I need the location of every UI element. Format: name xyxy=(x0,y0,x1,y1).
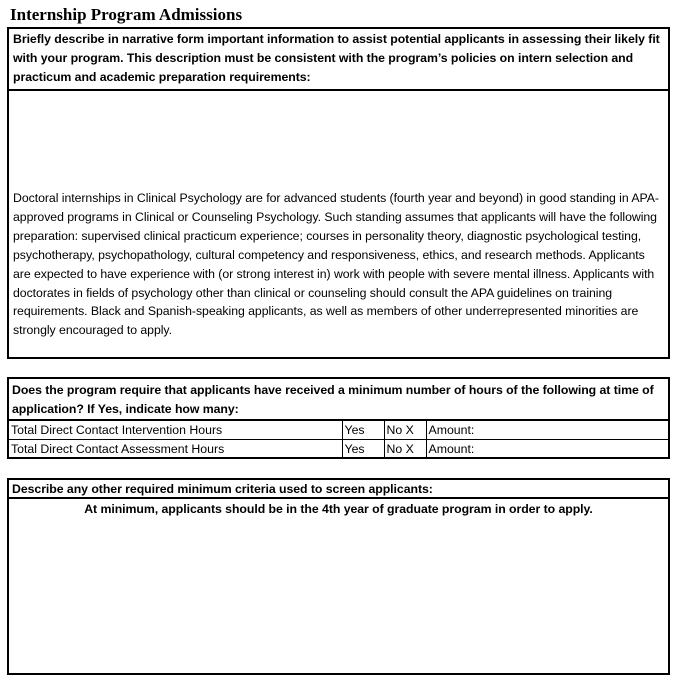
minimum-hours-question: Does the program require that applicants have received a minimum number of hours of the following at time of application? If Yes, indicate how many: xyxy=(12,383,654,416)
criteria-response-box xyxy=(7,497,670,675)
table-row xyxy=(9,440,668,459)
hours-amount-intervention: Amount: xyxy=(426,420,668,440)
narrative-prompt: Briefly describe in narrative form important information to assist potential applicants in assessing their likely fit with your program. This description must be consistent with the program’s policies on intern selection and practicum and academic preparation requirements: xyxy=(13,32,660,84)
hours-no-intervention: No X xyxy=(384,420,426,440)
page-title: Internship Program Admissions xyxy=(10,5,243,24)
criteria-response: At minimum, applicants should be in the 4th year of graduate program in order to apply. xyxy=(84,502,593,516)
hours-yes-intervention: Yes xyxy=(342,420,384,440)
narrative-response-box xyxy=(7,89,670,359)
hours-yes-assessment: Yes xyxy=(342,440,384,459)
narrative-response: Doctoral internships in Clinical Psychology are for advanced students (fourth year and beyond) in good standing in APA-approved programs in Clinical or Counseling Psychology. Such standing assumes that applicants will have the following preparation: supervised clinical practicum experience; courses in personality theory, diagnostic psychological testing, psychotherapy, psychopathology, cultural competency and responsiveness, ethics, and research methods. Applicants are expected to have experience with (or strong interest in) work with people with severe mental illness. Applicants with doctorates in fields of psychology other than clinical or counseling should consult the APA guidelines on training requirements. Black and Spanish-speaking applicants, as well as members of other underrepresented minorities are strongly encouraged to apply. xyxy=(13,191,659,338)
hours-label-intervention: Total Direct Contact Intervention Hours xyxy=(9,420,342,440)
narrative-prompt-box xyxy=(7,27,670,89)
hours-no-assessment: No X xyxy=(384,440,426,459)
criteria-prompt: Describe any other required minimum criteria used to screen applicants: xyxy=(12,482,433,496)
table-row xyxy=(9,420,668,440)
minimum-hours-table xyxy=(9,419,668,458)
criteria-prompt-box xyxy=(7,478,670,499)
minimum-hours-section xyxy=(7,377,670,459)
hours-label-assessment: Total Direct Contact Assessment Hours xyxy=(9,440,342,459)
hours-amount-assessment: Amount: xyxy=(426,440,668,459)
